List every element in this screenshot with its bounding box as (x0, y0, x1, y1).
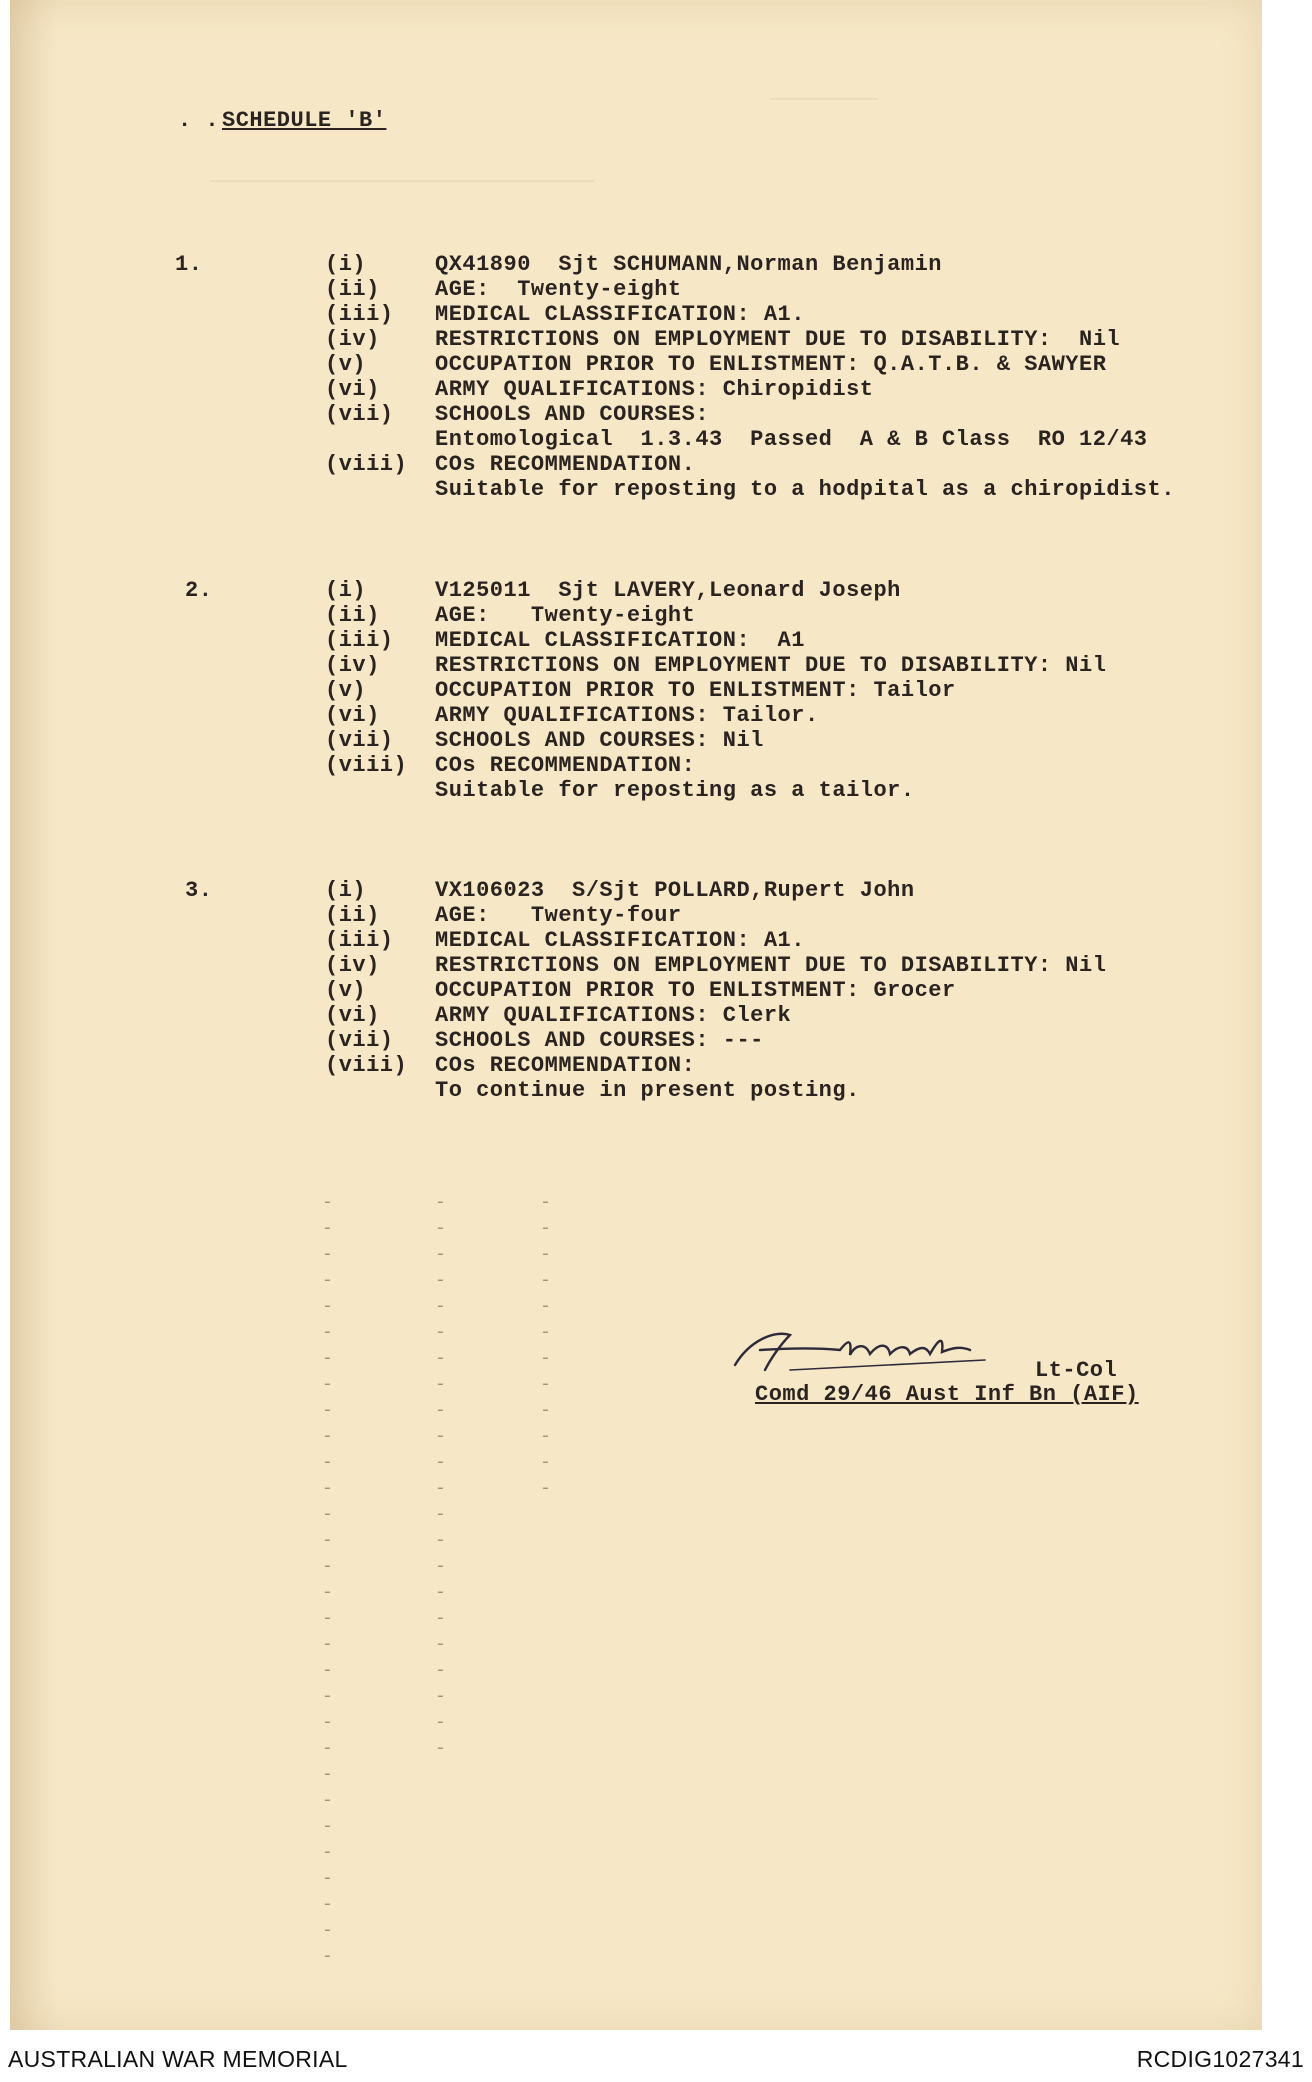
entry-number: 2. (185, 578, 213, 603)
entry-restrictions: RESTRICTIONS ON EMPLOYMENT DUE TO DISABILITY: Nil (435, 953, 1107, 978)
entry-roman: (viii) (325, 753, 408, 778)
entry-restrictions: RESTRICTIONS ON EMPLOYMENT DUE TO DISABILITY: Nil (435, 653, 1107, 678)
signature-command: Comd 29/46 Aust Inf Bn (AIF) (755, 1382, 1139, 1407)
signature-rank: Lt-Col (1035, 1358, 1118, 1383)
entry-schools-courses: SCHOOLS AND COURSES: --- (435, 1028, 764, 1053)
entry-roman: (iv) (325, 953, 380, 978)
bleed-through-text: ‾‾‾‾‾‾‾‾‾‾‾‾‾‾‾‾‾‾‾‾‾‾‾‾‾‾‾‾‾‾‾‾ (210, 180, 595, 203)
entry-recommendation-label: COs RECOMMENDATION: (435, 1053, 696, 1078)
entry-schools-courses: SCHOOLS AND COURSES: (435, 402, 710, 427)
entry-recommendation-label: COs RECOMMENDATION: (435, 753, 696, 778)
entry-roman: (iv) (325, 653, 380, 678)
entry-army-qualifications: ARMY QUALIFICATIONS: Tailor. (435, 703, 819, 728)
entry-roman: (iii) (325, 302, 394, 327)
entry-roman: (iii) (325, 628, 394, 653)
entry-roman: (iv) (325, 327, 380, 352)
entry-medical: MEDICAL CLASSIFICATION: A1 (435, 628, 805, 653)
entry-recommendation: To continue in present posting. (435, 1078, 860, 1103)
entry-roman: (viii) (325, 1053, 408, 1078)
entry-roman: (v) (325, 352, 367, 377)
entry-number: 3. (185, 878, 213, 903)
entry-course-detail: Entomological 1.3.43 Passed A & B Class RO 12/43 (435, 427, 1148, 452)
entry-restrictions: RESTRICTIONS ON EMPLOYMENT DUE TO DISABILITY: Nil (435, 327, 1121, 352)
entry-recommendation-label: COs RECOMMENDATION. (435, 452, 696, 477)
handwritten-signature (730, 1320, 1010, 1380)
entry-roman: (vii) (325, 1028, 394, 1053)
entry-age: AGE: Twenty-eight (435, 277, 682, 302)
entry-roman: (v) (325, 678, 367, 703)
entry-roman: (i) (325, 578, 367, 603)
entry-service-details: V125011 Sjt LAVERY,Leonard Joseph (435, 578, 901, 603)
entry-medical: MEDICAL CLASSIFICATION: A1. (435, 928, 805, 953)
entry-roman: (i) (325, 252, 367, 277)
entry-service-details: VX106023 S/Sjt POLLARD,Rupert John (435, 878, 915, 903)
entry-recommendation: Suitable for reposting to a hodpital as a chiropidist. (435, 477, 1175, 502)
entry-army-qualifications: ARMY QUALIFICATIONS: Chiropidist (435, 377, 874, 402)
entry-recommendation: Suitable for reposting as a tailor. (435, 778, 915, 803)
entry-roman: (ii) (325, 603, 380, 628)
entry-schools-courses: SCHOOLS AND COURSES: Nil (435, 728, 764, 753)
entry-roman: (ii) (325, 277, 380, 302)
title-prefix: . . (178, 108, 220, 133)
entry-roman: (vi) (325, 703, 380, 728)
entry-medical: MEDICAL CLASSIFICATION: A1. (435, 302, 805, 327)
entry-roman: (vii) (325, 728, 394, 753)
document-page (10, 0, 1262, 2030)
entry-army-qualifications: ARMY QUALIFICATIONS: Clerk (435, 1003, 792, 1028)
footer-source: AUSTRALIAN WAR MEMORIAL (8, 2046, 348, 2072)
entry-occupation: OCCUPATION PRIOR TO ENLISTMENT: Tailor (435, 678, 956, 703)
page-title: SCHEDULE 'B' (222, 108, 387, 133)
entry-roman: (vi) (325, 377, 380, 402)
signature-block (730, 1320, 1139, 1420)
bleed-through-dashes: - - - - - - - - - - - - - - - - - - - - - - - - - - - - - - (322, 1193, 333, 1967)
entry-age: AGE: Twenty-eight (435, 603, 696, 628)
entry-roman: (ii) (325, 903, 380, 928)
entry-roman: (iii) (325, 928, 394, 953)
entry-number: 1. (175, 252, 203, 277)
entry-roman: (v) (325, 978, 367, 1003)
entry-occupation: OCCUPATION PRIOR TO ENLISTMENT: Grocer (435, 978, 956, 1003)
bleed-through-text: ‾‾‾‾‾‾‾‾‾ (770, 98, 879, 121)
entry-roman: (viii) (325, 452, 408, 477)
footer-identifier: RCDIG1027341 (1136, 2046, 1304, 2072)
entry-occupation: OCCUPATION PRIOR TO ENLISTMENT: Q.A.T.B. & SAWYER (435, 352, 1107, 377)
entry-roman: (i) (325, 878, 367, 903)
entry-age: AGE: Twenty-four (435, 903, 682, 928)
bleed-through-dashes: - - - - - - - - - - - - - - - - - - - - - - (435, 1193, 446, 1759)
bleed-through-dashes: - - - - - - - - - - - - (540, 1193, 551, 1499)
entry-roman: (vii) (325, 402, 394, 427)
entry-service-details: QX41890 Sjt SCHUMANN,Norman Benjamin (435, 252, 942, 277)
entry-roman: (vi) (325, 1003, 380, 1028)
